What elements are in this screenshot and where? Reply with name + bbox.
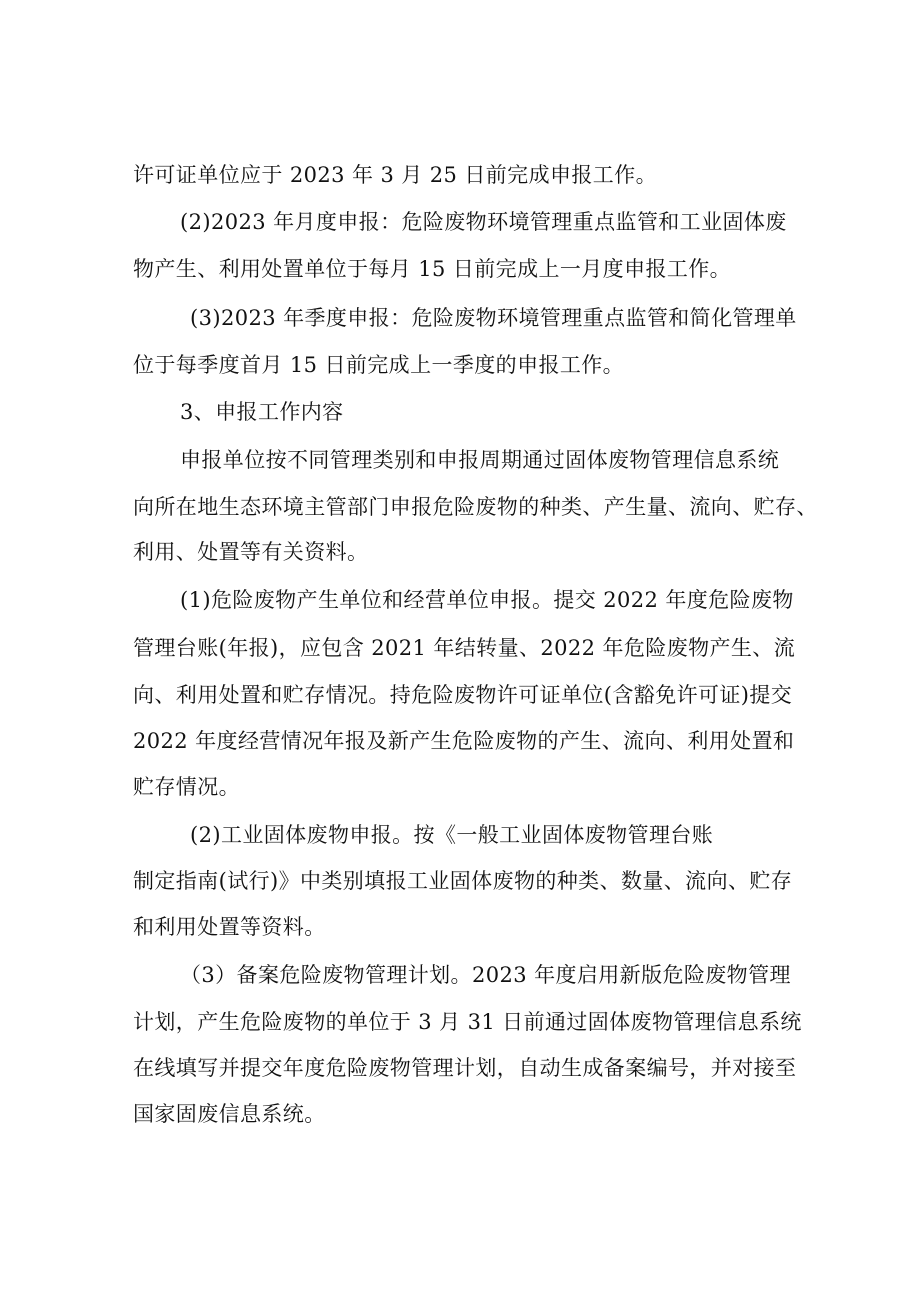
- text-line: 贮存情况。: [133, 775, 240, 799]
- text-line: (2)2023 年月度申报：危险废物环境管理重点监管和工业固体废: [180, 210, 787, 234]
- text-line: 2022 年度经营情况年报及新产生危险废物的产生、流向、利用处置和: [133, 729, 795, 753]
- text-line: 物产生、利用处置单位于每月 15 日前完成上一月度申报工作。: [133, 257, 732, 281]
- text-line: 位于每季度首月 15 日前完成上一季度的申报工作。: [133, 353, 625, 377]
- text-line: 许可证单位应于 2023 年 3 月 25 日前完成申报工作。: [133, 163, 657, 187]
- text-line: (2)工业固体废物申报。按《一般工业固体废物管理台账: [190, 823, 714, 847]
- text-line: 在线填写并提交年度危险废物管理计划，自动生成备案编号，并对接至: [133, 1056, 797, 1080]
- text-line: (1)危险废物产生单位和经营单位申报。提交 2022 年度危险废物: [180, 588, 794, 612]
- text-line: 向所在地生态环境主管部门申报危险废物的种类、产生量、流向、贮存、: [133, 495, 818, 519]
- text-line: (3)2023 年季度申报：危险废物环境管理重点监管和简化管理单: [190, 306, 797, 330]
- text-line: 国家固废信息系统。: [133, 1102, 326, 1126]
- text-line: 利用、处置等有关资料。: [133, 540, 369, 564]
- text-line: 计划，产生危险废物的单位于 3 月 31 日前通过固体废物管理信息系统: [133, 1010, 802, 1034]
- text-line: 管理台账(年报)，应包含 2021 年结转量、2022 年危险废物产生、流: [133, 636, 796, 660]
- text-line: （3）备案危险废物管理计划。2023 年度启用新版危险废物管理: [180, 963, 791, 987]
- text-line: 申报单位按不同管理类别和申报周期通过固体废物管理信息系统: [180, 448, 780, 472]
- section-heading: 3、申报工作内容: [180, 400, 344, 424]
- text-line: 向、利用处置和贮存情况。持危险废物许可证单位(含豁免许可证)提交: [133, 683, 793, 707]
- text-line: 制定指南(试行)》中类别填报工业固体废物的种类、数量、流向、贮存: [133, 869, 793, 893]
- text-line: 和利用处置等资料。: [133, 915, 326, 939]
